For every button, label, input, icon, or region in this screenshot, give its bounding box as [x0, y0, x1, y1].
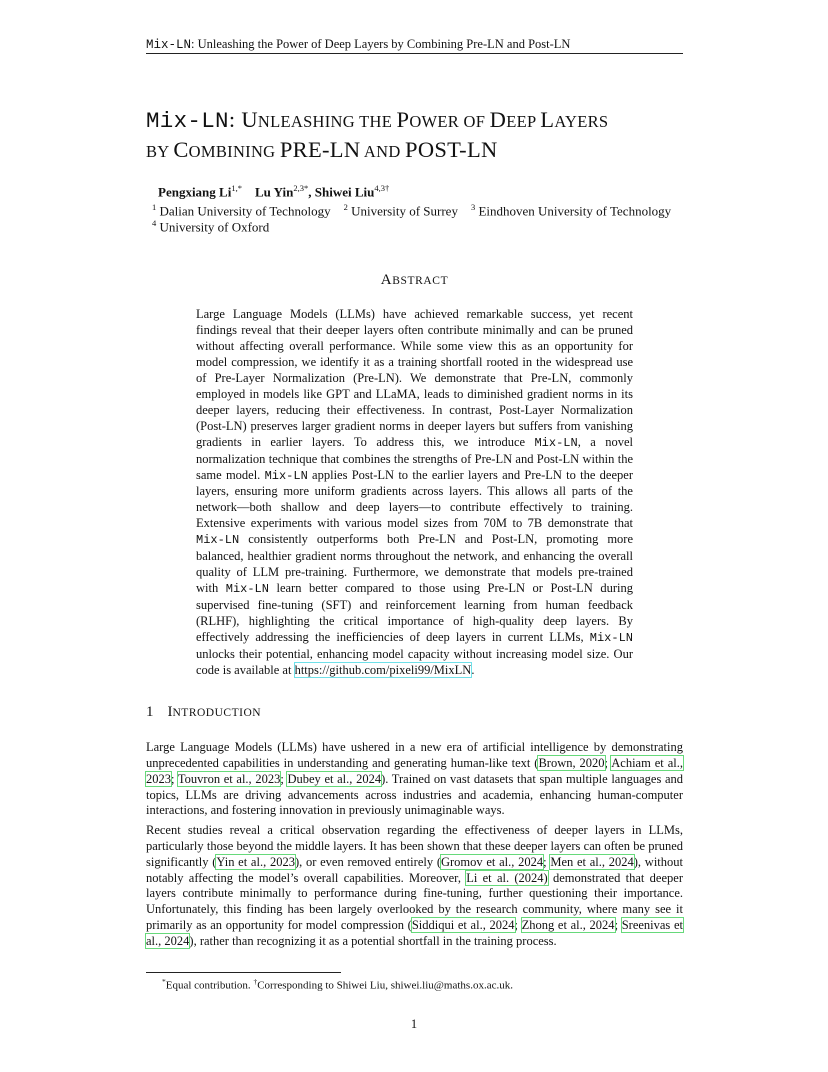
method-name: Mix-LN	[225, 582, 269, 597]
paragraph-text-run: Large Language Models (LLMs) have ushered in a new era of artificial intelligence by demonstrating unprecedented capabilities in understanding and generating human-like text (	[146, 740, 683, 770]
author-name: Shiwei Liu	[314, 184, 375, 200]
intro-paragraph-1	[146, 740, 683, 819]
method-name: Mix-LN	[534, 435, 578, 450]
citation-link[interactable]: Gromov et al., 2024	[440, 854, 544, 869]
abstract-heading	[146, 272, 683, 289]
title-part: U	[241, 107, 258, 132]
intro-paragraph-2	[146, 823, 683, 950]
paragraph-text-run: Recent studies reveal a critical observation regarding the effectiveness of deeper layers in LLMs, particularly those beyond the middle layers. It has been shown that these deeper layers can often be pruned significantly (	[146, 823, 683, 869]
footnote-text: Equal contribution.	[165, 979, 254, 992]
abstract-text-run: unlocks their potential, enhancing model capacity without increasing model size. Our code is available at	[196, 647, 633, 677]
citation-link[interactable]: Yin et al., 2023	[216, 854, 295, 869]
title-part: C	[173, 137, 189, 162]
abstract-text-run: , a novel normalization technique that combines the strengths of Pre-LN and Post-LN within the same model.	[196, 434, 633, 482]
affiliation-number: 4	[152, 218, 157, 228]
section-number: 1	[146, 704, 154, 720]
method-name: Mix-LN	[196, 533, 240, 548]
title-part: NLEASHING THE	[257, 112, 397, 131]
footnote-mark: †	[253, 977, 258, 986]
abstract-heading-cap: A	[380, 272, 393, 288]
abstract-heading-rest: BSTRACT	[392, 275, 449, 287]
affiliation-number: 1	[152, 202, 157, 212]
author-sup: 1,*	[231, 183, 242, 193]
author-list: Pengxiang $Li^{1,*}$ Lu Yin$^{2,3*}$, Shiwei Liu$^{4,3\dagger}$	[158, 183, 390, 200]
affiliation-name: Eindhoven University of Technology	[478, 203, 672, 219]
affiliation-line	[152, 202, 671, 219]
author-name: Pengxiang Li	[158, 184, 232, 200]
citation-link[interactable]: Achiam et al., 2023	[146, 755, 683, 786]
paragraph-text-run: ;	[280, 771, 288, 786]
abstract-text-run: learn better compared to those using Pre-LN or Post-LN during supervised fine-tuning (SFT) and reinforcement learning from human feedback (RLHF), highlighting the critical importance of high-quality deep layers. By effectively addressing the inefficiencies of deep layers in current LLMs,	[196, 581, 633, 645]
method-name: Mix-LN	[589, 631, 633, 646]
paragraph-text-run: ;	[171, 771, 178, 786]
author-sup: 2,3*	[293, 183, 309, 193]
paragraph-text-run: ;	[604, 755, 612, 770]
title-part: RE-LN	[292, 137, 361, 162]
title-part: OST-LN	[417, 137, 498, 162]
paragraph-text-run: ;	[543, 854, 551, 869]
footnote-rule	[146, 972, 341, 973]
paragraph-text-run: ), rather than recognizing it as a potential shortfall in the training process.	[189, 933, 557, 948]
affiliation-name: Dalian University of Technology	[159, 203, 331, 219]
footnote-text: Corresponding to Shiwei Liu, shiwei.liu@maths.ox.ac.uk.	[257, 979, 513, 992]
affiliation-name: University of Surrey	[351, 203, 458, 219]
title-part: BY	[146, 142, 174, 161]
abstract-text-run: applies Post-LN to the earlier layers and Pre-LN to the deeper layers, ensuring more uniform gradients across layers. This allows all parts of the network—both shallow and deep layers—to contribute effectively to training. Extensive experiments with various model sizes from 70M to 7B demonstrate that	[196, 467, 633, 531]
title-part: P	[404, 137, 418, 162]
affiliation-number: 3	[470, 202, 476, 212]
affiliation-number: 2	[343, 202, 348, 212]
title-part: P	[279, 137, 293, 162]
author-sup: 4,3†	[374, 183, 390, 193]
author-name: Lu Yin	[254, 184, 294, 200]
paragraph-text-run: ), without notably affecting the model’s overall capabilities. Moreover,	[146, 854, 683, 885]
running-head-text: : Unleashing the Power of Deep Layers by Combining Pre-LN and Post-LN	[191, 37, 571, 51]
citation-link[interactable]: Li et al. (2024)	[466, 870, 548, 885]
paragraph-text-run: ;	[614, 918, 622, 933]
title-part: AYERS	[554, 112, 609, 131]
code-url-link[interactable]: https://github.com/pixeli99/MixLN	[294, 662, 472, 677]
paragraph-text-run: ), or even removed entirely (	[294, 854, 441, 869]
method-name: Mix-LN	[264, 468, 308, 483]
title-part: OWER OF	[409, 112, 490, 131]
page-number: 1	[410, 1017, 418, 1031]
running-head-mono: Mix-LN	[146, 38, 192, 52]
citation-link[interactable]: Zhong et al., 2024	[521, 918, 615, 933]
title-part: D	[489, 107, 507, 132]
paragraph-text-run: demonstrated that deeper layers contribute minimally to performance during fine-tuning, further questioning their importance. Unfortunately, this finding has been largely overlooked by the research community, where many see it primarily as an opportunity for model compression (	[146, 870, 683, 933]
affiliation-line	[152, 218, 269, 235]
abstract-text-run: .	[471, 662, 475, 677]
paper-title	[146, 106, 706, 166]
title-colon: :	[228, 107, 242, 132]
abstract-text-run: consistently outperforms both Pre-LN and Post-LN, promoting more balanced, healthier gradient norms throughout the network, and enhancing the overall quality of LLM pre-training. Furthermore, we demonstrate that models pre-trained with	[196, 532, 633, 596]
footnote	[162, 977, 513, 992]
paragraph-text-run: ;	[514, 918, 522, 933]
citation-link[interactable]: Touvron et al., 2023	[177, 771, 281, 786]
title-part: OMBINING	[188, 142, 280, 161]
citation-link[interactable]: Men et al., 2024	[550, 854, 634, 869]
header-rule	[146, 53, 683, 54]
abstract-text-run: Large Language Models (LLMs) have achieved remarkable success, yet recent findings reveal that their deeper layers often contribute minimally and can be pruned without affecting overall performance. While some view this as an opportunity for model compression, we identify it as a training shortfall rooted in the widespread use of Pre-Layer Normalization (Pre-LN). We demonstrate that Pre-LN, commonly employed in models like GPT and LLaMA, leads to diminished gradient norms in its deeper layers, reducing their effectiveness. In contrast, Post-Layer Normalization (Post-LN) preserves larger gradient norms in deeper layers but suffers from vanishing gradients in earlier layers. To address this, we introduce	[196, 307, 633, 449]
title-part: L	[540, 107, 555, 132]
affiliation-name: University of Oxford	[159, 219, 270, 235]
citation-link[interactable]: Dubey et al., 2024	[287, 771, 382, 786]
section-heading	[146, 704, 261, 721]
citation-link[interactable]: Siddiqui et al., 2024	[411, 918, 515, 933]
abstract-text	[196, 307, 633, 679]
section-title-rest: NTRODUCTION	[172, 707, 262, 719]
paragraph-text-run: ). Trained on vast datasets that span multiple languages and topics, LLMs are driving advancements across industries and academia, enhancing human-computer interactions, and fostering innovation in previously unimaginable ways.	[146, 771, 684, 818]
title-mono: Mix-LN	[146, 108, 229, 134]
title-part: AND	[360, 142, 405, 161]
section-title-cap: I	[167, 704, 173, 720]
footnote-mark: *	[162, 977, 166, 986]
title-part: EEP	[506, 112, 541, 131]
citation-link[interactable]: Sreenivas et al., 2024	[146, 918, 683, 948]
running-head	[146, 37, 683, 52]
title-part: P	[396, 107, 410, 132]
citation-link[interactable]: Brown, 2020	[538, 755, 605, 770]
